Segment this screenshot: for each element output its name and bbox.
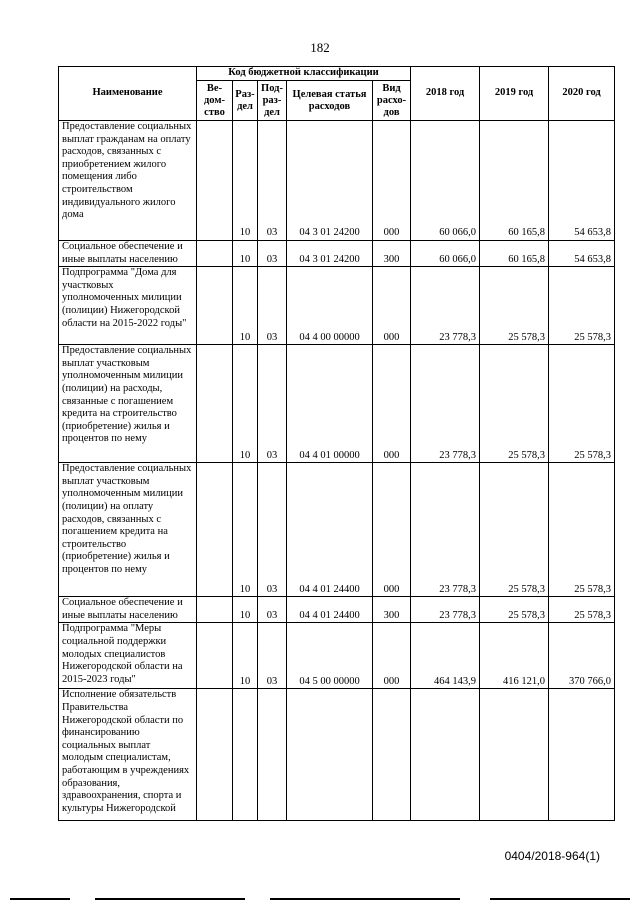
row-2020: 370 766,0 [549,623,615,689]
table-row [59,241,615,267]
row-target: 04 4 00 00000 [287,267,373,345]
row-2020: 25 578,3 [549,345,615,463]
row-target [287,689,373,821]
row-2019: 60 165,8 [480,241,549,267]
header-2020: 2020 год [549,67,615,121]
row-vid: 000 [373,267,411,345]
header-vid: Вид расхо-дов [373,81,411,121]
row-vedomstvo [197,267,233,345]
table-row [59,463,615,597]
row-vedomstvo [197,597,233,623]
row-2019: 60 165,8 [480,121,549,241]
row-2018 [411,689,480,821]
row-vid: 000 [373,463,411,597]
row-razdel [233,689,258,821]
header-name: Наименование [59,67,197,121]
row-2019: 25 578,3 [480,345,549,463]
row-razdel: 10 [233,345,258,463]
header-code-group: Код бюджетной классификации [197,67,411,81]
row-2018: 23 778,3 [411,597,480,623]
row-razdel: 10 [233,267,258,345]
row-name: Социальное обеспечение и иные выплаты населению [59,241,197,267]
table-row [59,345,615,463]
row-name: Предоставление социальных выплат гражданам на оплату расходов, связанных с приобретением жилого помещения либо строительством индивидуального жилого дома [59,121,197,241]
row-vid: 000 [373,345,411,463]
row-2019: 25 578,3 [480,267,549,345]
row-vedomstvo [197,345,233,463]
row-vid: 000 [373,623,411,689]
table-row [59,121,615,241]
page-number: 182 [310,40,330,55]
row-podrazdel [258,689,287,821]
row-2020: 54 653,8 [549,121,615,241]
row-vedomstvo [197,241,233,267]
table-row [59,623,615,689]
row-target: 04 5 00 00000 [287,623,373,689]
row-target: 04 4 01 24400 [287,597,373,623]
row-name: Подпрограмма "Дома для участковых уполномоченных милиции (полиции) Нижегородской области на 2015-2022 годы" [59,267,197,345]
row-podrazdel: 03 [258,597,287,623]
row-podrazdel: 03 [258,345,287,463]
row-razdel: 10 [233,597,258,623]
header-2019: 2019 год [480,67,549,121]
row-name: Подпрограмма "Меры социальной поддержки молодых специалистов Нижегородской области на 2015-2023 годы" [59,623,197,689]
scan-artifact [10,898,70,900]
row-2020: 54 653,8 [549,241,615,267]
row-target: 04 4 01 24400 [287,463,373,597]
scan-artifact [490,898,630,900]
row-razdel: 10 [233,463,258,597]
row-2018: 60 066,0 [411,121,480,241]
row-2020 [549,689,615,821]
row-podrazdel: 03 [258,623,287,689]
row-2019: 25 578,3 [480,463,549,597]
row-2018: 60 066,0 [411,241,480,267]
row-vid: 300 [373,597,411,623]
row-vid: 000 [373,121,411,241]
row-target: 04 3 01 24200 [287,241,373,267]
scan-artifact [95,898,245,900]
document-code: 0404/2018-964(1) [504,849,600,863]
header-vedomstvo: Ве-дом-ство [197,81,233,121]
row-2020: 25 578,3 [549,267,615,345]
budget-table [58,66,615,821]
row-2018: 23 778,3 [411,345,480,463]
row-vedomstvo [197,121,233,241]
row-podrazdel: 03 [258,267,287,345]
row-razdel: 10 [233,241,258,267]
table-row [59,267,615,345]
row-2020: 25 578,3 [549,463,615,597]
row-vedomstvo [197,623,233,689]
row-vedomstvo [197,689,233,821]
row-name: Исполнение обязательств Правительства Нижегородской области по финансированию социальных выплат молодым специалистам, работающим в учреждениях образования, здравоохранения, спорта и культуры Нижегородской [59,689,197,821]
row-podrazdel: 03 [258,121,287,241]
row-podrazdel: 03 [258,241,287,267]
header-2018: 2018 год [411,67,480,121]
row-vid [373,689,411,821]
row-2018: 464 143,9 [411,623,480,689]
row-target: 04 3 01 24200 [287,121,373,241]
row-2019: 25 578,3 [480,597,549,623]
table-row [59,689,615,821]
row-podrazdel: 03 [258,463,287,597]
row-razdel: 10 [233,623,258,689]
header-razdel: Раз-дел [233,81,258,121]
row-target: 04 4 01 00000 [287,345,373,463]
header-target: Целевая статья расходов [287,81,373,121]
row-2019: 416 121,0 [480,623,549,689]
header-podrazdel: Под-раз-дел [258,81,287,121]
row-name: Социальное обеспечение и иные выплаты населению [59,597,197,623]
scan-artifact [270,898,460,900]
table-row [59,597,615,623]
row-razdel: 10 [233,121,258,241]
row-2018: 23 778,3 [411,267,480,345]
row-vid: 300 [373,241,411,267]
row-2019 [480,689,549,821]
row-name: Предоставление социальных выплат участковым уполномоченным милиции (полиции) на расходы, связанные с погашением кредита на строительство (приобретение) жилья и процентов по нему [59,345,197,463]
row-vedomstvo [197,463,233,597]
row-2020: 25 578,3 [549,597,615,623]
row-name: Предоставление социальных выплат участковым уполномоченным милиции (полиции) на оплату расходов, связанных с погашением кредита на строительство (приобретение) жилья и процентов по нему [59,463,197,597]
row-2018: 23 778,3 [411,463,480,597]
